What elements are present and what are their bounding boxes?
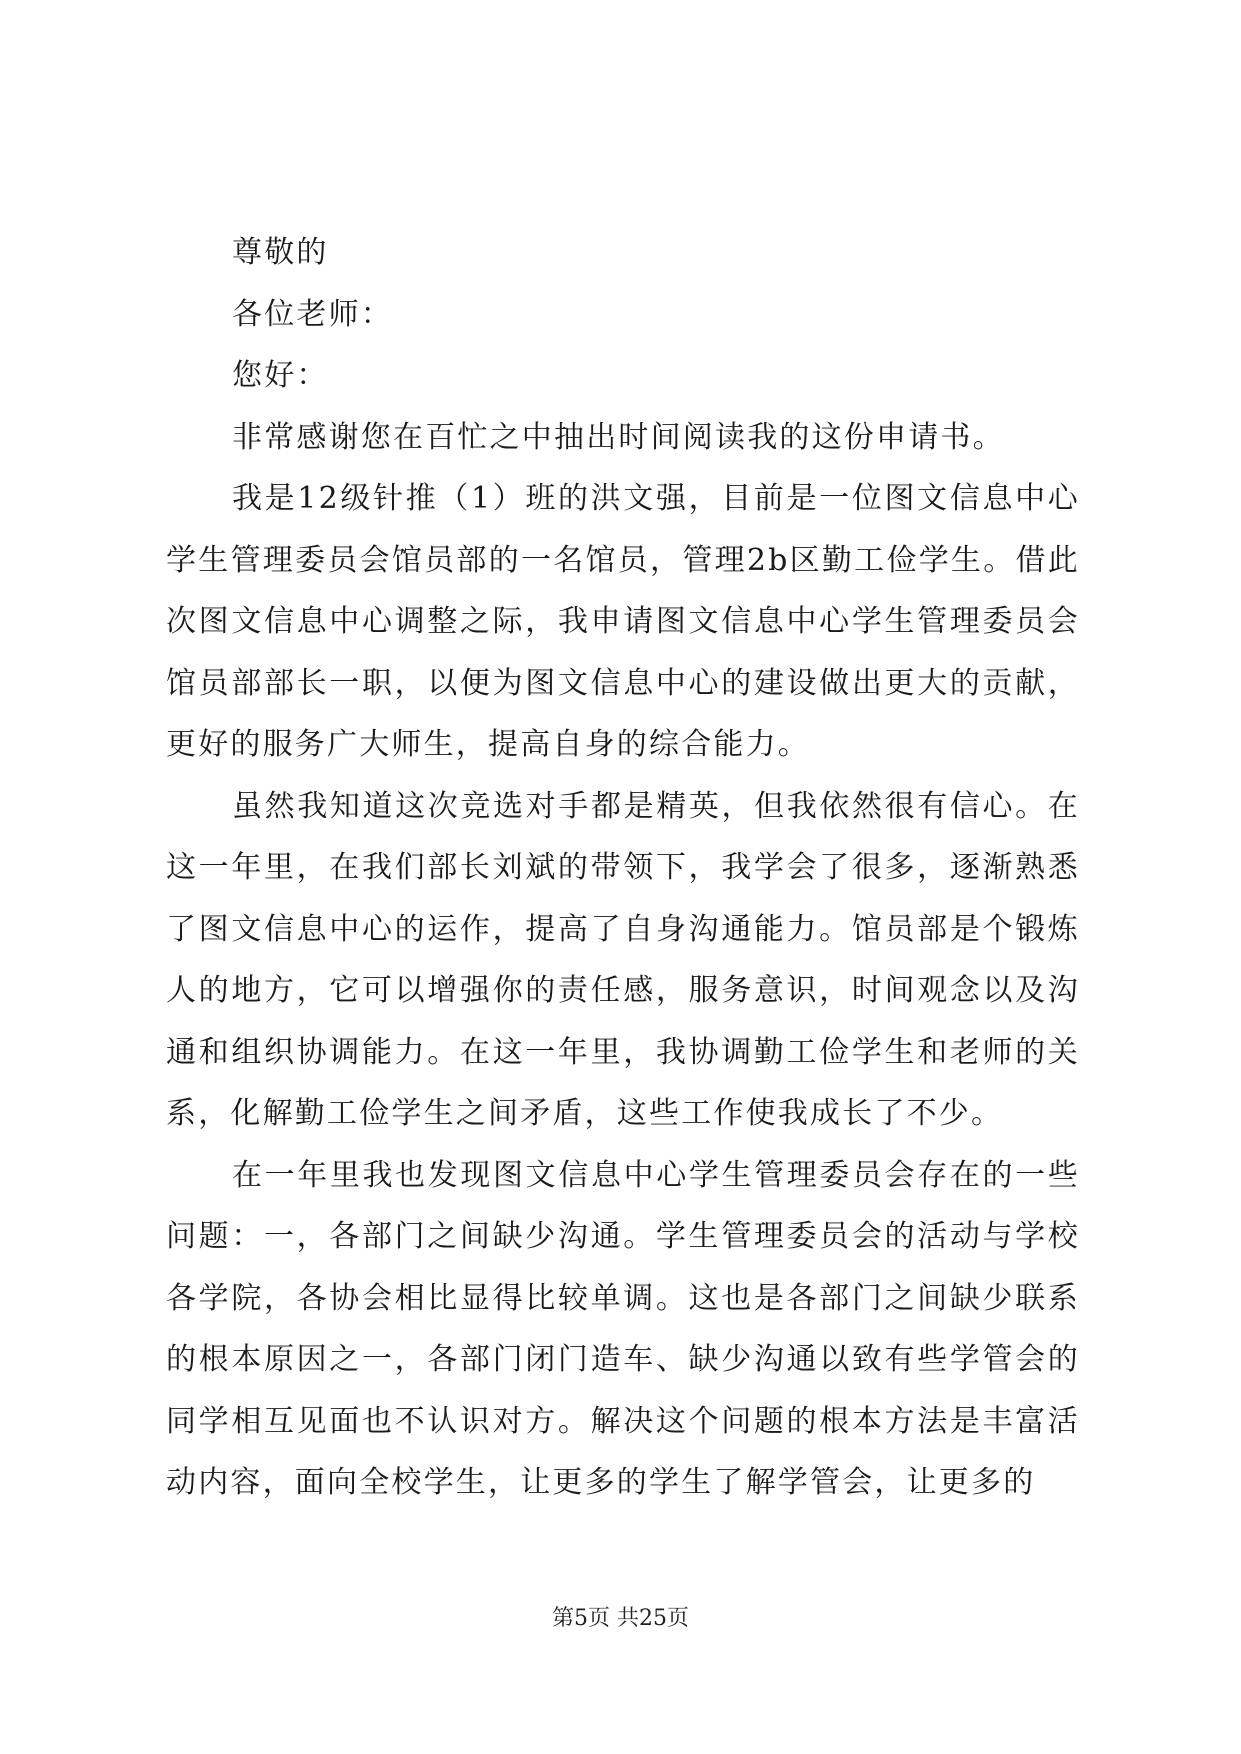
- paragraph-introduction: 我是12级针推（1）班的洪文强，目前是一位图文信息中心学生管理委员会馆员部的一名馆员，管理2b区勤工俭学生。借此次图文信息中心调整之际，我申请图文信息中心学生管理委员会馆员部部长一职，以便为图文信息中心的建设做出更大的贡献，更好的服务广大师生，提高自身的综合能力。: [166, 481, 1080, 762]
- addressee-line: 各位老师：: [232, 296, 393, 332]
- salutation-line: 尊敬的: [232, 235, 329, 270]
- paragraph-thanks: 非常感谢您在百忙之中抽出时间阅读我的这份申请书。: [232, 419, 1005, 455]
- greeting-line: 您好：: [232, 358, 329, 393]
- paragraph-problems: 在一年里我也发现图文信息中心学生管理委员会存在的一些问题：一，各部门之间缺少沟通。学生管理委员会的活动与学校各学院，各协会相比显得比较单调。这也是各部门之间缺少联系的根本原因之一，各部门闭门造车、缺少沟通以致有些学管会的同学相互见面也不认识对方。解决这个问题的根本方法是丰富活动内容，面向全校学生，让更多的学生了解学管会，让更多的: [166, 1157, 1080, 1500]
- document-body: [166, 222, 1080, 1514]
- paragraph-experience: 虽然我知道这次竞选对手都是精英，但我依然很有信心。在这一年里，在我们部长刘斌的带领下，我学会了很多，逐渐熟悉了图文信息中心的运作，提高了自身沟通能力。馆员部是个锻炼人的地方，它可以增强你的责任感，服务意识，时间观念以及沟通和组织协调能力。在这一年里，我协调勤工俭学生和老师的关系，化解勤工俭学生之间矛盾，这些工作使我成长了不少。: [166, 788, 1080, 1131]
- page-number-footer: 第5页 共25页: [552, 1606, 689, 1631]
